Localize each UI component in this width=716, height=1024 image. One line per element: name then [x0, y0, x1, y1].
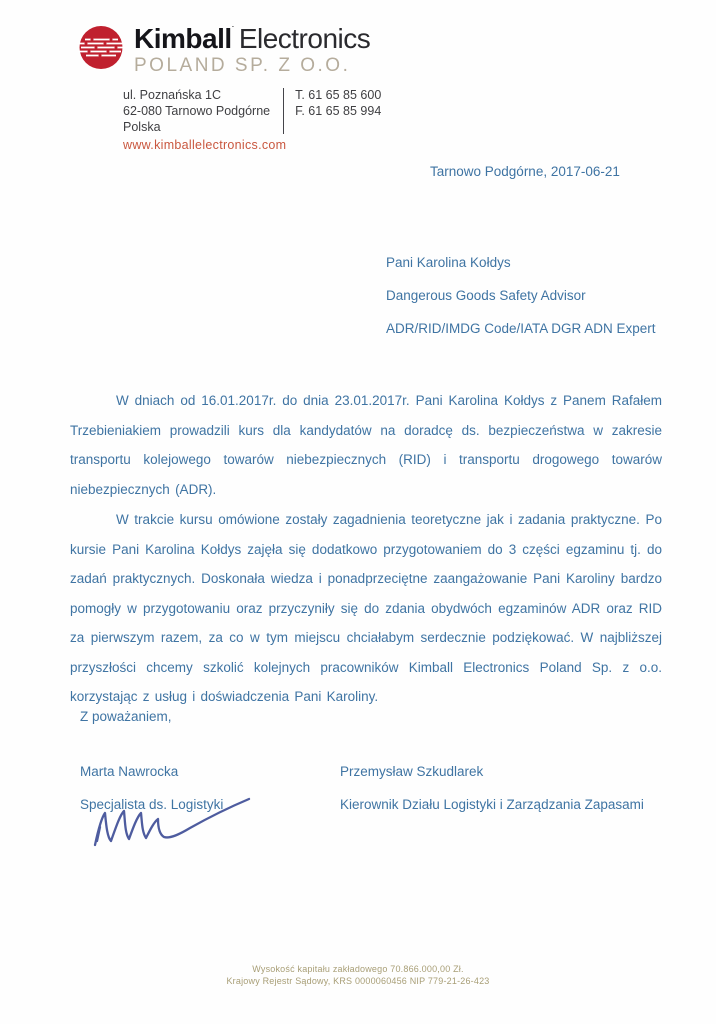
address-street: ul. Poznańska 1C: [123, 88, 221, 102]
trademark-mark: ˙: [231, 25, 235, 37]
footer-legal: [0, 964, 716, 987]
company-name-light: Electronics: [238, 23, 371, 54]
paragraph-1: W dniach od 16.01.2017r. do dnia 23.01.2017r. Pani Karolina Kołdys z Panem Rafałem Trzebieniakiem prowadzili kurs dla kandydatów na doradcę ds. bezpieczeństwa w zakresie transportu kolejowego towarów niebezpiecznych (RID) i transportu drogowego towarów niebezpiecznych (ADR).: [70, 393, 662, 497]
handwritten-signature-scribble: [86, 793, 261, 855]
company-subtitle: POLAND SP. Z O.O.: [134, 55, 351, 76]
signatory-right-title: Kierownik Działu Logistyki i Zarządzania Zapasami: [340, 797, 644, 812]
dateline: Tarnowo Podgórne, 2017-06-21: [430, 164, 620, 179]
address-divider: [283, 88, 284, 134]
address-country: Polska: [123, 120, 161, 134]
letterhead-address-block: [123, 87, 381, 135]
paragraph-2: W trakcie kursu omówione zostały zagadnienia teoretyczne jak i zadania praktyczne. Po kursie Pani Karolina Kołdys zajęła się dodatkowo przygotowaniem do 3 części egzaminu tj. do zadań praktycznych. Doskonała wiedza i ponadprzeciętne zaangażowanie Pani Karoliny bardzo pomogły w przygotowaniu oraz przyczyniły się do zdania obydwóch egzaminów ADR oraz RID za pierwszym razem, za co w tym miejscu chciałabym serdecznie podziękować. W najbliższej przyszłości chcemy szkolić kolejnych pracowników Kimball Electronics Poland Sp. z o.o. korzystając z usług i doświadczenia Pani Karoliny.: [70, 512, 662, 704]
fax-number: F. 61 65 85 994: [295, 104, 382, 118]
letterhead: [78, 25, 370, 75]
recipient-block: [386, 246, 656, 345]
contact-numbers: [295, 87, 381, 135]
company-name-bold: Kimball: [134, 23, 232, 54]
footer-capital-line: Wysokość kapitału zakładowego 70.866.000,00 Zł.: [252, 964, 464, 974]
recipient-role-1: Dangerous Goods Safety Advisor: [386, 288, 586, 303]
footer-registry-line: Krajowy Rejestr Sądowy, KRS 0000060456 NIP 779-21-26-423: [226, 975, 490, 986]
signatory-left-name: Marta Nawrocka: [80, 764, 179, 779]
closing-salutation: Z poważaniem,: [80, 709, 172, 724]
kimball-globe-logo-icon: [78, 25, 125, 72]
letter-body: [70, 386, 662, 713]
postal-address: [123, 87, 270, 135]
recipient-role-2: ADR/RID/IMDG Code/IATA DGR ADN Expert: [386, 321, 656, 336]
brand-text: [134, 25, 370, 75]
signatory-right: [340, 764, 644, 812]
recipient-name: Pani Karolina Kołdys: [386, 255, 511, 270]
signatory-left-title: Specjalista ds. Logistyki: [80, 797, 224, 812]
company-name: [134, 25, 370, 53]
website-url: www.kimballelectronics.com: [123, 138, 287, 152]
address-city: 62-080 Tarnowo Podgórne: [123, 104, 271, 118]
signatory-right-name: Przemysław Szkudlarek: [340, 764, 484, 779]
phone-number: T. 61 65 85 600: [295, 88, 382, 102]
